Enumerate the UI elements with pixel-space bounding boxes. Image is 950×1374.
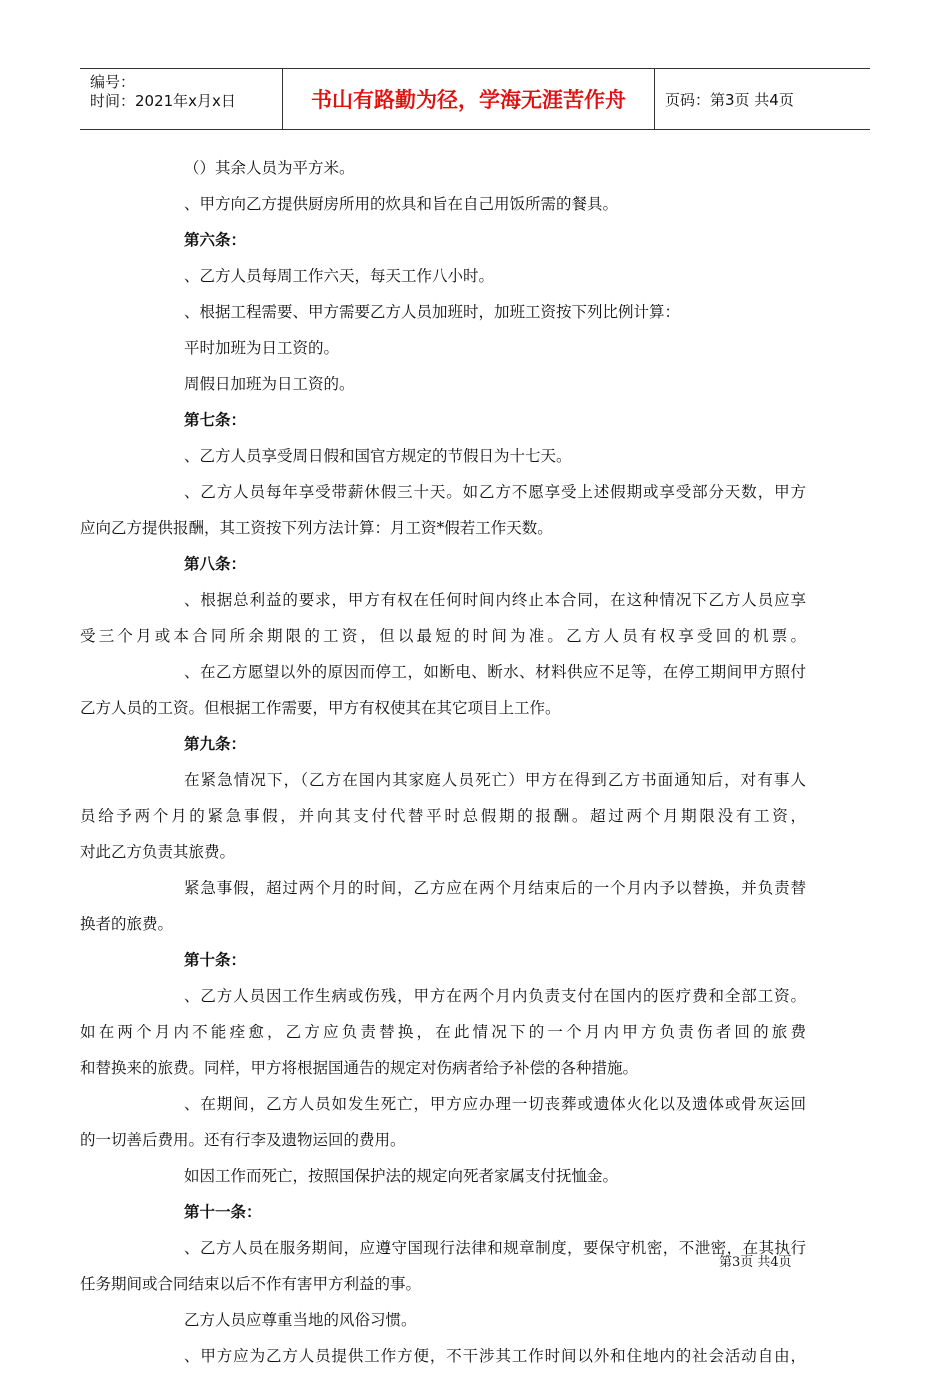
paragraph-line: 紧急事假，超过两个月的时间，乙方应在两个月结束后的一个月内予以替换，并负责替 [184,879,806,897]
article-heading: 第七条： [184,410,247,429]
paragraph-line: 应向乙方提供报酬，其工资按下列方法计算：月工资*假若工作天数。 [80,519,553,537]
document-time: 时间：2021年x月x日 [90,92,236,110]
paragraph-line: 受三个月或本合同所余期限的工资，但以最短的时间为准。乙方人员有权享受回的机票。 [80,627,806,645]
paragraph-line: 平时加班为日工资的。 [184,339,340,357]
article-heading: 第六条： [184,230,247,249]
paragraph-line: 乙方人员的工资。但根据工作需要，甲方有权使其在其它项目上工作。 [80,699,561,717]
paragraph-line: 如因工作而死亡，按照国保护法的规定向死者家属支付抚恤金。 [184,1167,619,1185]
header-motto: 书山有路勤为径，学海无涯苦作舟 [282,69,655,129]
paragraph-line: 、在乙方愿望以外的原因而停工，如断电、断水、材料供应不足等，在停工期间甲方照付 [184,663,806,681]
article-heading: 第十一条： [184,1202,262,1221]
paragraph-line: 、在期间，乙方人员如发生死亡，甲方应办理一切丧葬或遗体火化以及遗体或骨灰运回 [184,1095,806,1113]
paragraph-line: 的一切善后费用。还有行李及遗物运回的费用。 [80,1131,406,1149]
paragraph-line: 、乙方人员每周工作六天，每天工作八小时。 [184,267,495,285]
paragraph-line: 、甲方向乙方提供厨房所用的炊具和旨在自己用饭所需的餐具。 [184,195,619,213]
paragraph-line: 在紧急情况下，（乙方在国内其家庭人员死亡）甲方在得到乙方书面通知后，对有事人 [184,771,806,789]
header-info [80,69,282,129]
paragraph-line: 和替换来的旅费。同样，甲方将根据国通告的规定对伤病者给予补偿的各种措施。 [80,1059,639,1077]
paragraph-line: 、乙方人员因工作生病或伤残，甲方在两个月内负责支付在国内的医疗费和全部工资。 [184,987,806,1005]
paragraph-line: 、甲方应为乙方人员提供工作方便，不干涉其工作时间以外和住地内的社会活动自由， [184,1347,806,1365]
paragraph-line: 、乙方人员在服务期间，应遵守国现行法律和规章制度，要保守机密，不泄密，在其执行 [184,1239,806,1257]
document-body [80,150,806,1374]
document-number: 编号： [90,73,136,91]
paragraph-line: 、根据总利益的要求，甲方有权在任何时间内终止本合同，在这种情况下乙方人员应享 [184,591,806,609]
article-heading: 第九条： [184,734,247,753]
paragraph-line: 、乙方人员享受周日假和国官方规定的节假日为十七天。 [184,447,572,465]
paragraph-line: 如在两个月内不能痊愈，乙方应负责替换，在此情况下的一个月内甲方负责伤者回的旅费 [80,1023,806,1041]
article-heading: 第十条： [184,950,247,969]
paragraph-line: 换者的旅费。 [80,915,174,933]
header-page-code: 页码：第3页 共4页 [665,90,794,109]
paragraph-line: 对此乙方负责其旅费。 [80,843,236,861]
page-footer: 第3页 共4页 [719,1255,792,1270]
paragraph-line: 、根据工程需要、甲方需要乙方人员加班时，加班工资按下列比例计算： [184,303,681,321]
paragraph-line: 、乙方人员每年享受带薪休假三十天。如乙方不愿享受上述假期或享受部分天数，甲方 [184,483,806,501]
paragraph-line: 乙方人员应尊重当地的风俗习惯。 [184,1311,417,1329]
article-heading: 第八条： [184,554,247,573]
paragraph-line: 员给予两个月的紧急事假，并向其支付代替平时总假期的报酬。超过两个月期限没有工资， [80,807,806,825]
paragraph-line: 任务期间或合同结束以后不作有害甲方利益的事。 [80,1275,422,1293]
paragraph-line: （）其余人员为平方米。 [184,159,355,177]
paragraph-line: 周假日加班为日工资的。 [184,375,355,393]
page-header [80,68,870,130]
